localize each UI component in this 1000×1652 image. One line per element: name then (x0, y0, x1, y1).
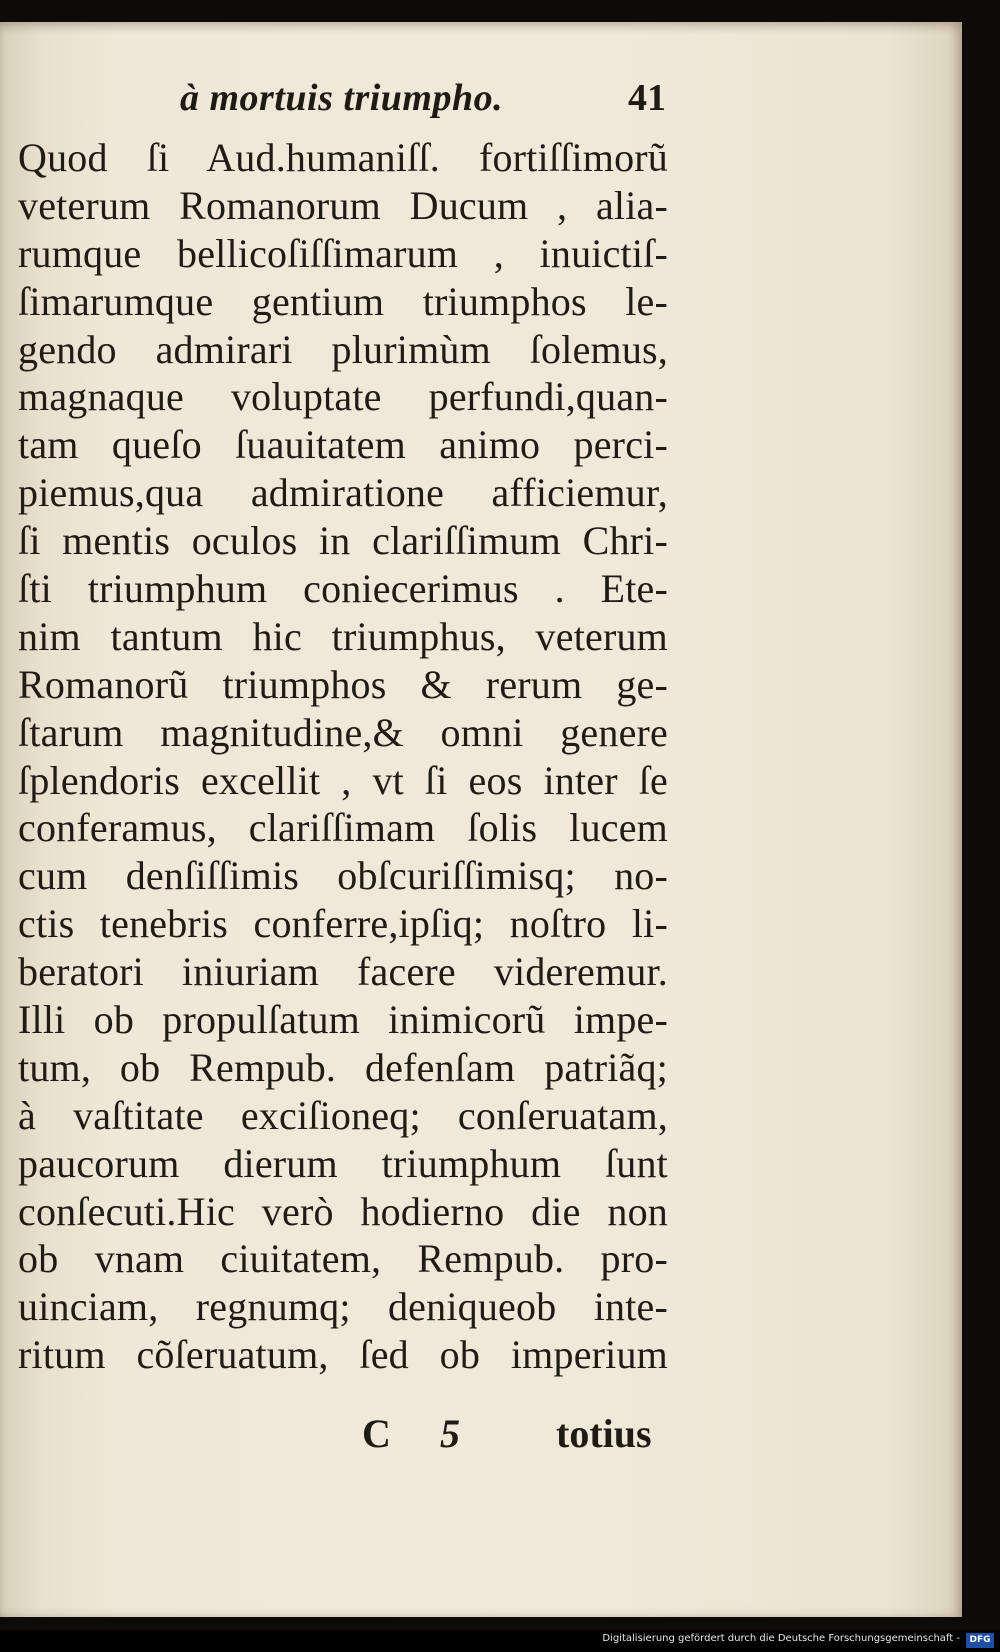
text-line: beratori iniuriam facere videremur. (18, 949, 668, 995)
text-line: ritum cõſeruatum, ſed ob imperium (18, 1332, 668, 1378)
footer-bar (0, 1630, 1000, 1652)
text-line: Romanorũ triumphos & rerum ge- (18, 661, 668, 707)
text-line: tam queſo ſuauitatem animo perci- (18, 422, 668, 468)
text-line: ob vnam ciuitatem, Rempub. pro- (18, 1236, 668, 1282)
text-line: veterum Romanorum Ducum , alia- (18, 182, 668, 228)
text-line: piemus,qua admiratione afficiemur, (18, 470, 668, 516)
text-line: ſti triumphum coniecerimus . Ete- (18, 566, 668, 612)
catchline (0, 1410, 962, 1460)
text-line: Quod ſi Aud.humaniſſ. fortiſſimorũ (18, 135, 668, 180)
book-page (0, 22, 962, 1617)
text-line: gendo admirari plurimùm ſolemus, (18, 326, 668, 372)
page-number: 41 (628, 77, 666, 119)
text-line: nim tantum hic triumphus, veterum (18, 613, 668, 659)
text-line: uinciam, regnumq; deniqueob inte- (18, 1284, 668, 1330)
running-head (0, 76, 962, 126)
text-line: ſi mentis oculos in clariſſimum Chri- (18, 518, 668, 564)
text-line: ctis tenebris conferre,ipſiq; noſtro li- (18, 901, 668, 947)
text-line: ſtarum magnitudine,& omni genere (18, 709, 668, 755)
text-line: cum denſiſſimis obſcuriſſimisq; no- (18, 853, 668, 899)
text-line: ſimarumque gentium triumphos le- (18, 278, 668, 324)
signature-number: 5 (440, 1411, 460, 1456)
text-line: conſecuti.Hic verò hodierno die non (18, 1188, 668, 1234)
text-line: Illi ob propulſatum inimicorũ impe- (18, 997, 668, 1043)
signature-mark: C (362, 1411, 391, 1456)
text-line: paucorum dierum triumphum ſunt (18, 1140, 668, 1186)
body-text (18, 134, 668, 1379)
text-line: tum, ob Rempub. defenſam patriãq; (18, 1044, 668, 1090)
funding-credit: Digitalisierung gefördert durch die Deutsche Forschungsgemeinschaft - (602, 1633, 960, 1644)
text-line: conferamus, clariſſimam ſolis lucem (18, 805, 668, 851)
text-line: à vaſtitate exciſioneq; conſeruatam, (18, 1092, 668, 1138)
text-line: ſplendoris excellit , vt ſi eos inter ſe (18, 757, 668, 803)
catchword: totius (556, 1411, 652, 1456)
text-line: rumque bellicoſiſſimarum , inuictiſ- (18, 230, 668, 276)
dfg-logo: DFG (966, 1633, 994, 1648)
running-title: à mortuis triumpho. (180, 77, 504, 119)
text-line: magnaque voluptate perfundi,quan- (18, 374, 668, 420)
